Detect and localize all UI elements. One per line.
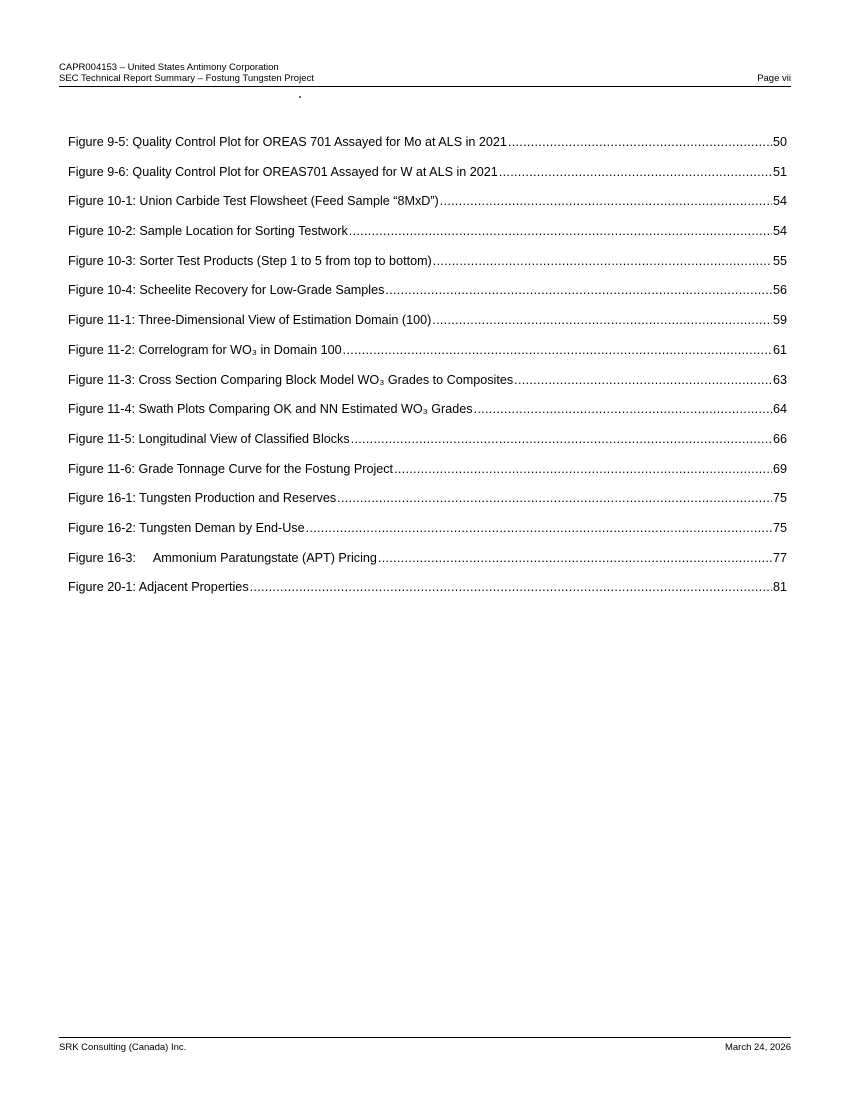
toc-entry-page: 56 xyxy=(772,283,787,298)
page-header xyxy=(59,62,791,87)
toc-entry-page: 64 xyxy=(772,402,787,417)
toc-leader-dots xyxy=(385,282,772,298)
toc-leader-dots xyxy=(349,223,772,239)
toc-entry-figure-11-1[interactable] xyxy=(68,312,787,342)
toc-entry-page: 81 xyxy=(772,580,787,595)
toc-leader-dots xyxy=(343,342,772,358)
toc-leader-dots xyxy=(440,193,772,209)
toc-entry-label: Figure 9-5: Quality Control Plot for OREAS 701 Assayed for Mo at ALS in 2021 xyxy=(68,135,507,149)
toc-entry-label: Figure 11-3: Cross Section Comparing Block Model WO₃ Grades to Composites xyxy=(68,372,514,387)
toc-leader-dots xyxy=(378,550,772,566)
toc-entry-page: 75 xyxy=(772,520,787,535)
toc-entry-label-suffix: Ammonium Paratungstate (APT) Pricing xyxy=(152,550,377,565)
toc-entry-figure-11-6[interactable] xyxy=(68,461,787,491)
toc-entry-figure-16-1[interactable] xyxy=(68,490,787,520)
toc-entry-page: 61 xyxy=(772,342,787,357)
toc-entry-label: Figure 11-6: Grade Tonnage Curve for the Fostung Project xyxy=(68,461,394,476)
header-report-title: SEC Technical Report Summary – Fostung Tungsten Project xyxy=(59,73,314,84)
toc-entry-label: Figure 10-2: Sample Location for Sorting Testwork xyxy=(68,224,348,239)
toc-entry-label: Figure 10-1: Union Carbide Test Flowsheet (Feed Sample “8MxD”) xyxy=(68,194,439,209)
toc-entry-figure-11-3[interactable] xyxy=(68,372,787,402)
toc-entry-page: 63 xyxy=(772,372,787,387)
toc-entry-page: 75 xyxy=(772,491,787,506)
toc-entry-figure-16-2[interactable] xyxy=(68,520,787,550)
toc-leader-dots xyxy=(474,401,772,417)
toc-entry-label: Figure 11-2: Correlogram for WO₃ in Domain 100 xyxy=(68,342,342,357)
toc-entry-page: 51 xyxy=(772,164,787,179)
header-company-line: CAPR004153 – United States Antimony Corporation xyxy=(59,62,279,73)
toc-leader-dots xyxy=(351,431,772,447)
list-of-figures xyxy=(68,134,787,609)
toc-entry-page: 54 xyxy=(772,194,787,209)
toc-entry-label-prefix: Figure 16-3: xyxy=(68,550,136,565)
toc-entry-figure-11-2[interactable] xyxy=(68,342,787,372)
toc-entry-label: Figure 16-1: Tungsten Production and Reserves xyxy=(68,491,337,506)
toc-leader-dots xyxy=(514,372,772,388)
toc-entry-figure-16-3[interactable] xyxy=(68,550,787,580)
toc-entry-page: 77 xyxy=(772,550,787,565)
toc-entry-label xyxy=(68,550,377,566)
toc-entry-page: 55 xyxy=(772,253,787,268)
toc-entry-figure-20-1[interactable] xyxy=(68,579,787,609)
toc-entry-label: Figure 9-6: Quality Control Plot for OREAS701 Assayed for W at ALS in 2021 xyxy=(68,164,498,179)
toc-leader-dots xyxy=(306,520,772,536)
toc-entry-page: 69 xyxy=(772,461,787,476)
toc-entry-figure-10-3[interactable] xyxy=(68,253,787,283)
toc-entry-label: Figure 20-1: Adjacent Properties xyxy=(68,580,249,595)
toc-entry-label: Figure 11-5: Longitudinal View of Classified Blocks xyxy=(68,431,350,446)
toc-entry-figure-10-4[interactable] xyxy=(68,282,787,312)
toc-leader-dots xyxy=(499,164,772,180)
toc-entry-label: Figure 10-4: Scheelite Recovery for Low-Grade Samples xyxy=(68,283,385,298)
page-footer xyxy=(59,1037,791,1054)
toc-entry-figure-10-1[interactable] xyxy=(68,193,787,223)
toc-leader-dots xyxy=(250,579,772,595)
toc-entry-figure-9-6[interactable] xyxy=(68,164,787,194)
stray-dot xyxy=(299,96,301,98)
toc-leader-dots xyxy=(394,461,772,477)
toc-entry-page: 66 xyxy=(772,431,787,446)
footer-date: March 24, 2026 xyxy=(724,1042,791,1053)
footer-company: SRK Consulting (Canada) Inc. xyxy=(59,1042,187,1053)
toc-entry-figure-10-2[interactable] xyxy=(68,223,787,253)
toc-entry-label: Figure 10-3: Sorter Test Products (Step 1 to 5 from top to bottom) xyxy=(68,253,432,268)
toc-entry-page: 54 xyxy=(772,224,787,239)
toc-entry-page: 50 xyxy=(772,135,787,149)
toc-entry-page: 59 xyxy=(772,313,787,328)
header-page-number: Page vii xyxy=(757,73,791,84)
toc-leader-dots xyxy=(432,312,772,328)
toc-entry-label: Figure 16-2: Tungsten Deman by End-Use xyxy=(68,520,305,535)
toc-entry-figure-11-4[interactable] xyxy=(68,401,787,431)
toc-leader-dots xyxy=(508,134,772,150)
toc-entry-figure-11-5[interactable] xyxy=(68,431,787,461)
toc-leader-dots xyxy=(337,490,772,506)
toc-entry-label: Figure 11-1: Three-Dimensional View of Estimation Domain (100) xyxy=(68,313,432,328)
toc-entry-label: Figure 11-4: Swath Plots Comparing OK and NN Estimated WO₃ Grades xyxy=(68,402,473,417)
header-report-row xyxy=(59,73,791,84)
toc-leader-dots xyxy=(433,253,772,269)
toc-entry-figure-9-5[interactable] xyxy=(68,134,787,164)
